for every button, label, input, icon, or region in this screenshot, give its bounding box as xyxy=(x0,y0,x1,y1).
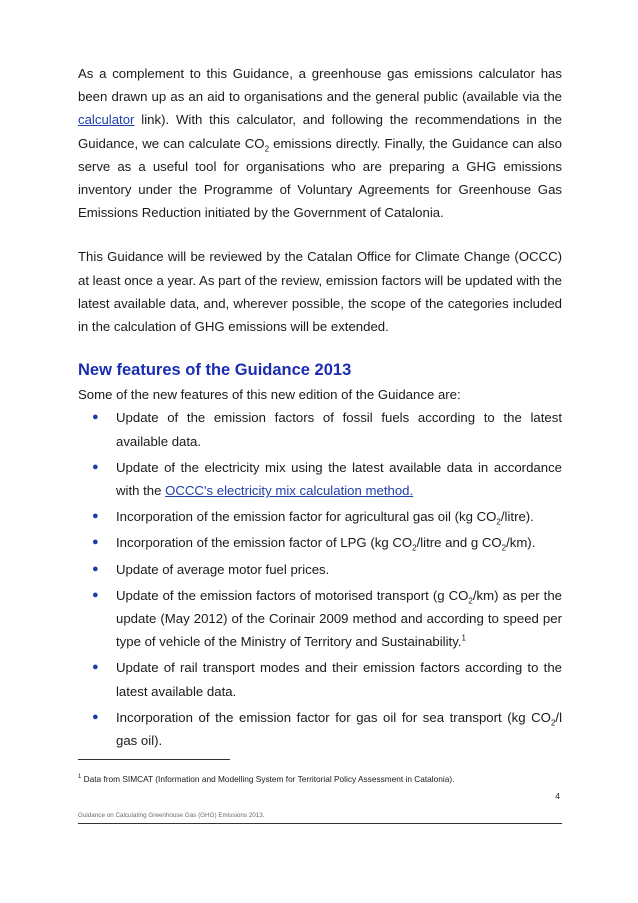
list-item-text: Incorporation of the emission factor for gas oil for sea transport (kg CO xyxy=(116,709,551,725)
list-item xyxy=(78,531,562,554)
list-item xyxy=(78,558,562,581)
list-item-text: Update of the emission factors of fossil fuels according to the latest available data. xyxy=(116,410,562,449)
list-item-text: Update of the emission factors of motorised transport (g CO xyxy=(116,587,469,603)
subscript: 2 xyxy=(412,544,417,554)
list-item xyxy=(78,706,562,752)
list-item-text: /litre). xyxy=(500,509,534,525)
list-item xyxy=(78,406,562,452)
paragraph-text: emissions directly. Finally, the Guidance can also serve as a useful tool for organisations who are preparing a GHG emissions inventory under the Programme of Voluntary Agreements for Greenhouse Gas Emissions Reduction initiated by the Government of Catalonia. xyxy=(78,135,562,221)
list-item-text: Incorporation of the emission factor for agricultural gas oil (kg CO xyxy=(116,509,497,525)
subscript: 2 xyxy=(468,596,473,606)
bullet-icon: ● xyxy=(92,588,99,601)
subscript: 2 xyxy=(501,544,507,554)
subscript: 2 xyxy=(264,144,270,154)
bullet-icon: ● xyxy=(92,562,99,575)
subscript: 2 xyxy=(496,517,501,527)
list-item xyxy=(78,656,562,702)
bullet-icon: ● xyxy=(92,460,99,473)
paragraph-review: This Guidance will be reviewed by the Catalan Office for Climate Change (OCCC) at least once a year. As part of the review, emission factors will be updated with the latest available data, and, wherever possible, the scope of the categories included in the calculation of GHG emissions will be extended. xyxy=(78,249,562,335)
bullet-icon: ● xyxy=(92,661,99,674)
footer-title: Guidance on Calculating Greenhouse Gas (GHG) Emissions 2013. xyxy=(78,812,265,819)
paragraph-text: As a complement to this Guidance, a greenhouse gas emissions calculator has been drawn up as an aid to organisations and the general public (available via the xyxy=(78,66,562,105)
list-item-text: Update of average motor fuel prices. xyxy=(116,561,330,577)
list-item-text: Update of the electricity mix using the latest available data in accordance with the xyxy=(116,459,562,499)
bullet-icon: ● xyxy=(92,710,99,723)
list-item-text: /km). xyxy=(506,535,536,551)
list-item-text: Update of rail transport modes and their emission factors according to the latest available data. xyxy=(116,660,562,699)
bullet-icon: ● xyxy=(92,411,99,424)
page-content xyxy=(78,62,562,755)
section-heading: New features of the Guidance 2013 xyxy=(78,361,352,380)
footnote-text: Data from SIMCAT (Information and Modelling System for Territorial Policy Assessment in Catalonia). xyxy=(81,774,455,784)
list-item-text: Incorporation of the emission factor of LPG (kg CO xyxy=(116,535,413,551)
paragraph-text: link). With this calculator, and following the recommendations in the Guidance, we can calculate CO xyxy=(78,112,562,151)
footnote-divider xyxy=(78,759,230,760)
calculator-link[interactable]: calculator xyxy=(78,112,135,128)
footnote-mark: 1 xyxy=(78,774,82,781)
footnote-reference[interactable]: 1 xyxy=(461,633,466,643)
bullet-icon: ● xyxy=(92,510,99,523)
electricity-mix-method-link[interactable]: OCCC's electricity mix calculation method. xyxy=(165,483,414,499)
paragraph-calculator xyxy=(78,62,562,224)
footnote xyxy=(78,773,562,785)
list-item xyxy=(78,505,562,528)
list-item-text: /km) as per the update (May 2012) of the Corinair 2009 method and according to speed per type of vehicle of the Ministry of Territory and Sustainability. xyxy=(116,587,562,650)
list-item-text: /l gas oil). xyxy=(116,709,562,749)
bullet-icon: ● xyxy=(92,536,99,549)
features-list xyxy=(78,406,562,752)
footer-divider xyxy=(78,823,562,824)
list-item xyxy=(78,584,562,654)
page-number: 4 xyxy=(555,791,560,801)
list-item xyxy=(78,456,562,502)
section-intro: Some of the new features of this new edition of the Guidance are: xyxy=(78,387,461,403)
list-item-text: /litre and g CO xyxy=(416,535,502,551)
subscript: 2 xyxy=(550,718,556,728)
